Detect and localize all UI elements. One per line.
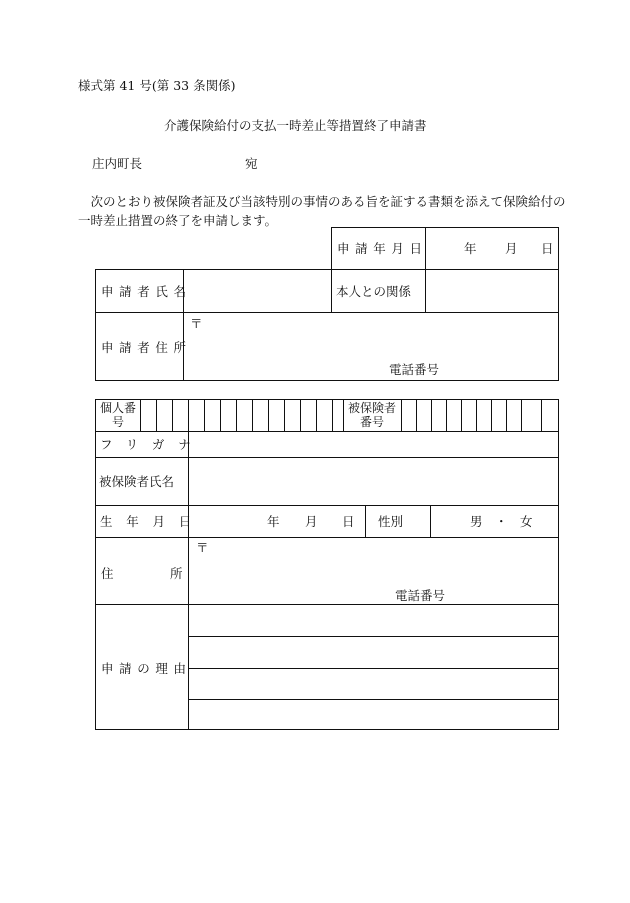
applicant-postal-mark: 〒 (190, 316, 203, 331)
insured-number-label: 被保険者番号 (347, 401, 396, 429)
applicant-address-field[interactable] (184, 313, 558, 380)
relation-field[interactable] (426, 270, 558, 311)
applicant-address-label: 申請者住所 (101, 340, 192, 355)
reason-line-1[interactable] (189, 605, 558, 635)
insured-address-label-1: 住 (101, 566, 114, 581)
applicant-phone-label: 電話番号 (389, 362, 440, 377)
relation-label: 本人との関係 (336, 284, 412, 299)
insured-address-field[interactable] (189, 538, 558, 603)
application-date-year: 年 (464, 241, 477, 256)
body-text: 次のとおり被保険者証及び当該特別の事情のある旨を証する書類を添えて保険給付の一時差止措置の終了を申請します。 (78, 194, 566, 228)
insured-address-label-2: 所 (170, 566, 183, 581)
insured-name-field[interactable] (189, 458, 558, 504)
insured-postal-mark: 〒 (196, 540, 209, 555)
birth-year-unit: 年 (267, 514, 280, 529)
applicant-name-label: 申請者氏名 (101, 284, 192, 299)
birth-day-unit: 日 (342, 514, 355, 529)
reason-label: 申請の理由 (101, 661, 192, 676)
furigana-field[interactable] (189, 432, 558, 456)
addressee-suffix: 宛 (245, 156, 258, 171)
application-date-month: 月 (505, 241, 518, 256)
birth-month-unit: 月 (305, 514, 318, 529)
form-title: 介護保険給付の支払一時差止等措置終了申請書 (164, 118, 427, 133)
insured-phone-label: 電話番号 (395, 588, 446, 603)
application-date-label: 申請年月日 (337, 241, 428, 256)
individual-number-field[interactable] (141, 400, 342, 430)
reason-line-2[interactable] (189, 637, 558, 667)
sex-label: 性別 (378, 514, 404, 529)
individual-number-label: 個人番号 (100, 401, 137, 429)
insured-number-field[interactable] (402, 400, 558, 430)
reason-line-3[interactable] (189, 669, 558, 698)
addressee-office: 庄内町長 (92, 156, 143, 171)
reason-line-4[interactable] (189, 700, 558, 729)
insured-name-label: 被保険者氏名 (99, 474, 175, 489)
form-number: 様式第 41 号(第 33 条関係) (78, 78, 236, 93)
furigana-label: フリガナ (100, 437, 205, 452)
birth-date-label: 生年月日 (100, 514, 206, 529)
applicant-name-field[interactable] (184, 270, 330, 311)
sex-options[interactable]: 男 ・ 女 (470, 514, 533, 529)
application-date-day: 日 (541, 241, 554, 256)
